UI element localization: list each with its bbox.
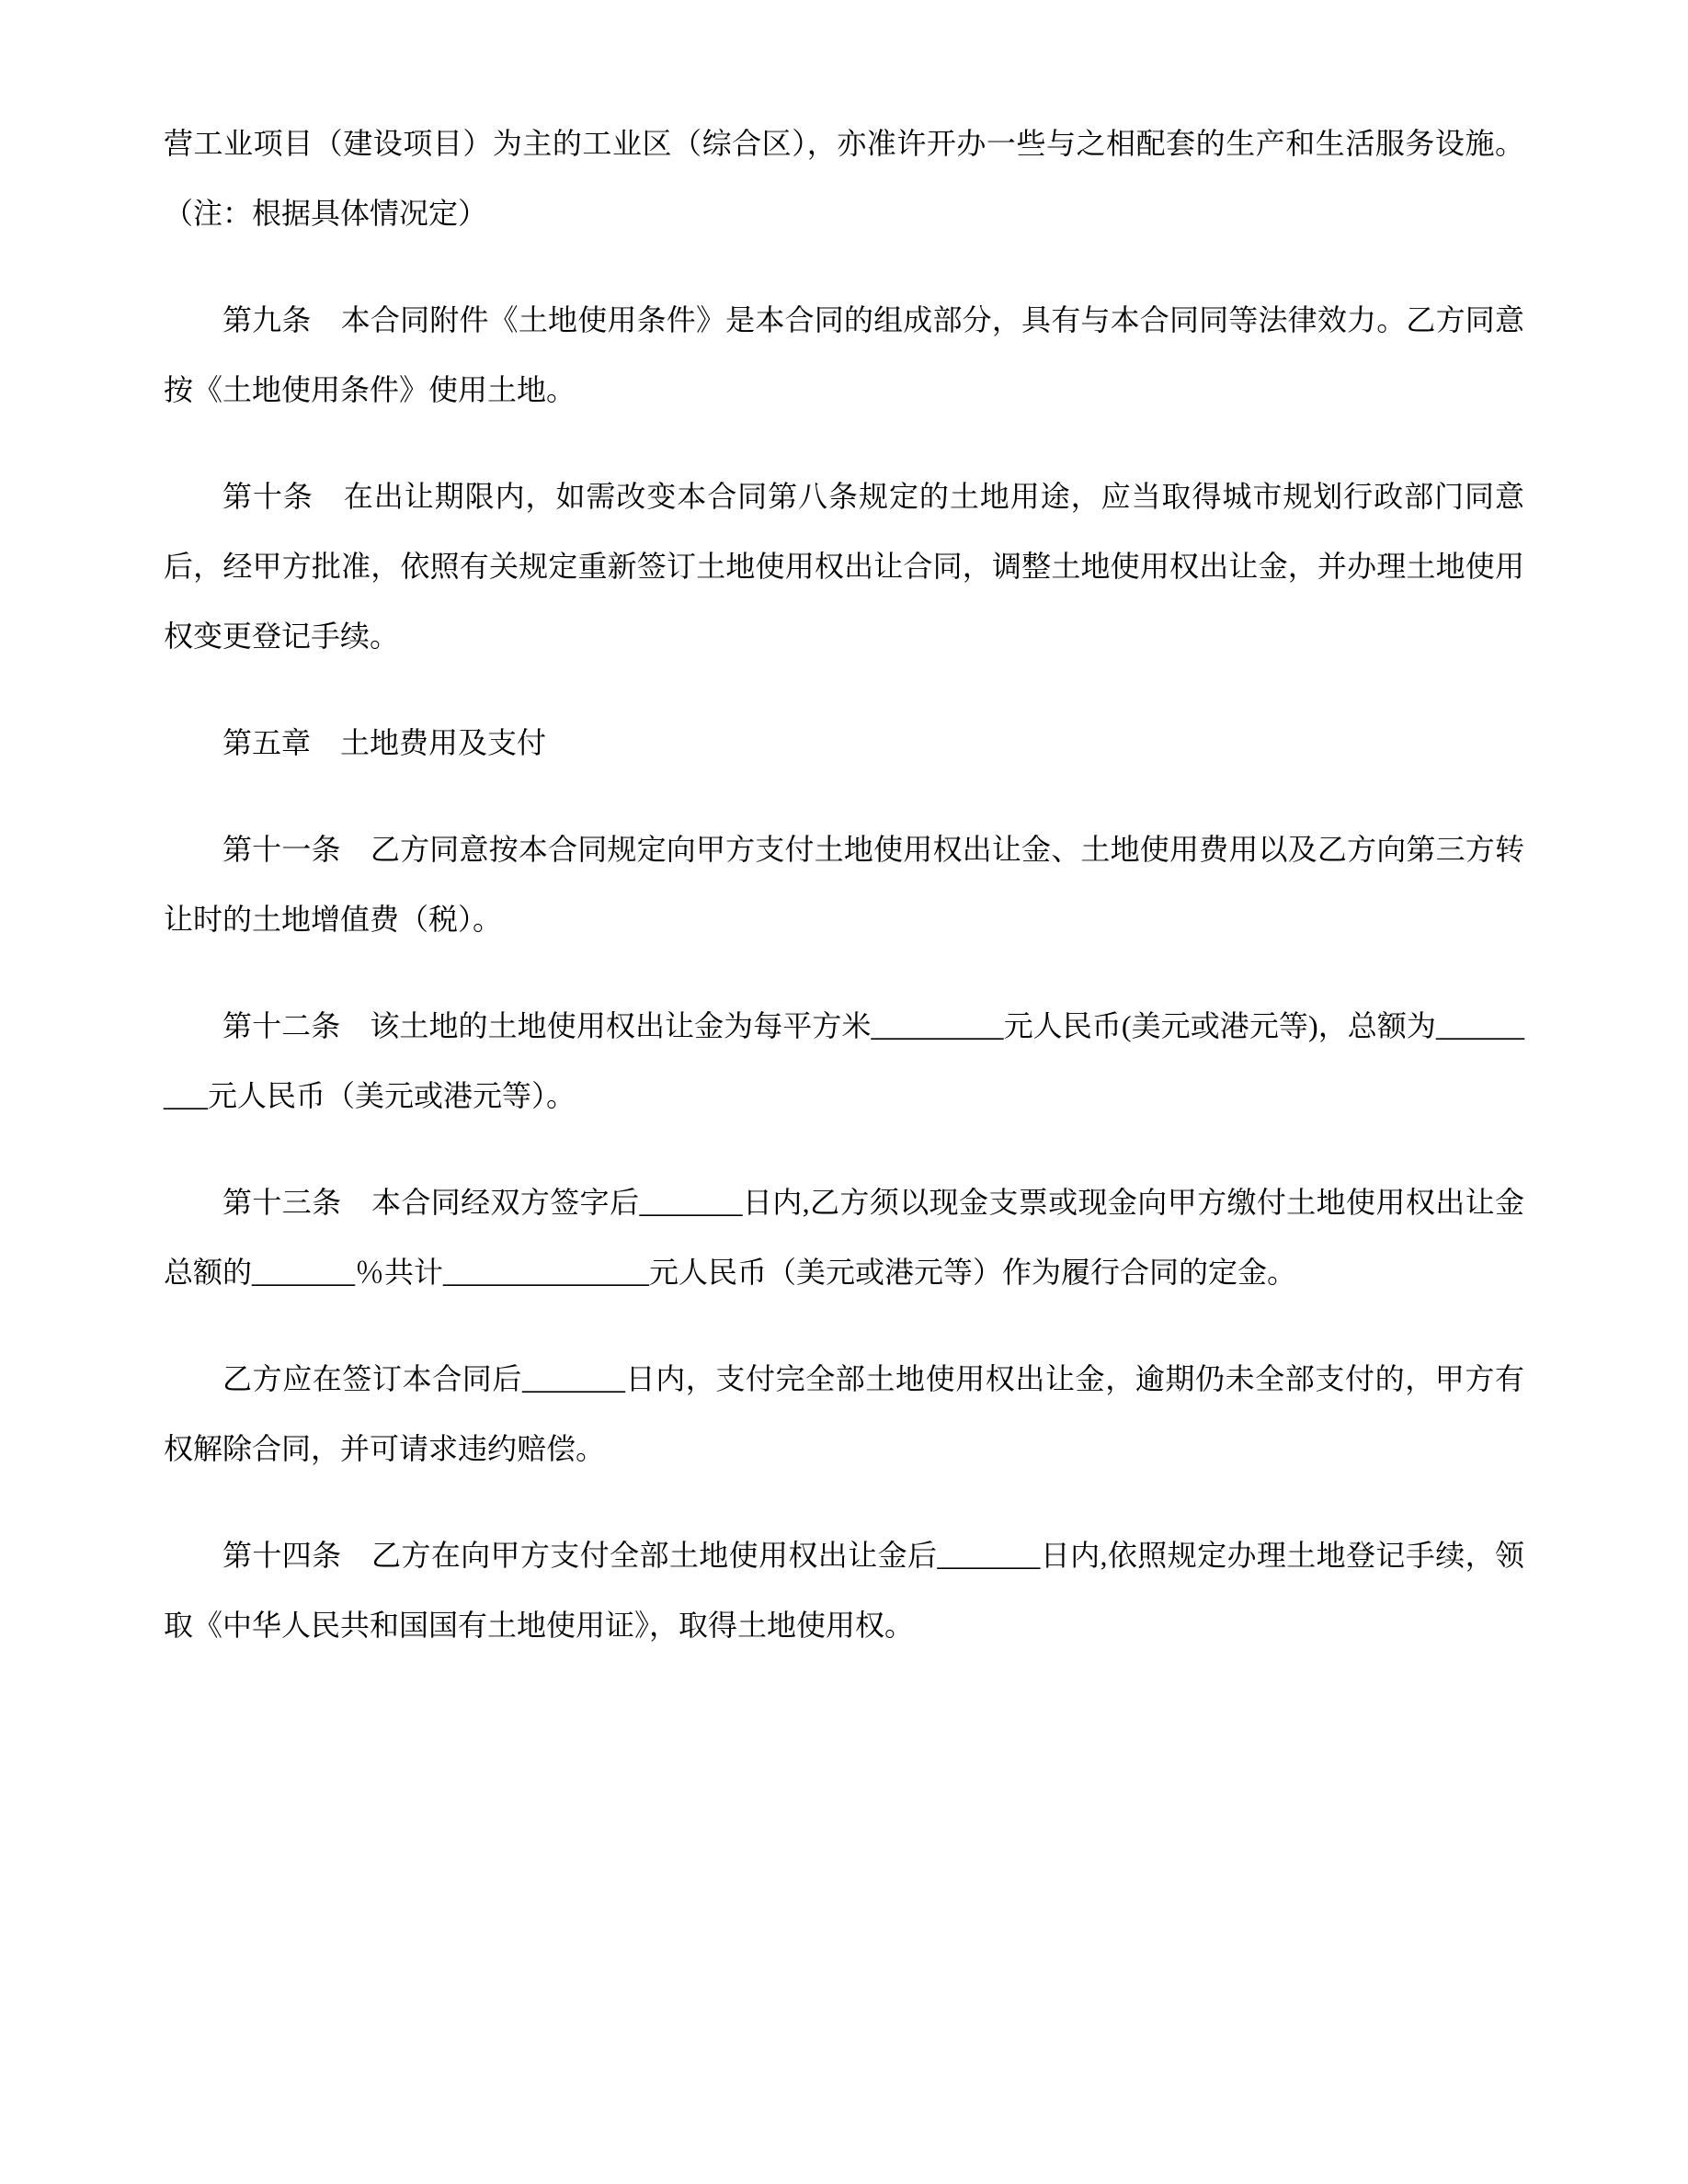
chapter-heading: 第五章 土地费用及支付	[222, 726, 547, 759]
contract-paragraph: 乙方应在签订本合同后_______日内，支付完全部土地使用权出让金，逾期仍未全部支付的，甲方有权解除合同，并可请求违约赔偿。	[164, 1362, 1524, 1465]
contract-paragraph: 第十一条 乙方同意按本合同规定向甲方支付土地使用权出让金、土地使用费用以及乙方向第三方转让时的土地增值费（税）。	[164, 833, 1524, 936]
contract-body	[164, 108, 1524, 1660]
contract-paragraph: 第十三条 本合同经双方签字后_______日内,乙方须以现金支票或现金向甲方缴付土地使用权出让金总额的_______％共计______________元人民币（美元或港元等）作为履行合同的定金。	[164, 1186, 1524, 1289]
contract-paragraph: 第十条 在出让期限内，如需改变本合同第八条规定的土地用途，应当取得城市规划行政部门同意后，经甲方批准，依照有关规定重新签订土地使用权出让合同，调整土地使用权出让金，并办理土地使用权变更登记手续。	[164, 480, 1524, 653]
contract-paragraph: 第九条 本合同附件《土地使用条件》是本合同的组成部分，具有与本合同同等法律效力。乙方同意按《土地使用条件》使用土地。	[164, 303, 1524, 406]
contract-paragraph: 第十二条 该土地的土地使用权出让金为每平方米_________元人民币(美元或港元等)，总额为_________元人民币（美元或港元等）。	[164, 1009, 1524, 1112]
contract-paragraph: 营工业项目（建设项目）为主的工业区（综合区），亦准许开办一些与之相配套的生产和生活服务设施。（注：根据具体情况定）	[164, 127, 1524, 230]
contract-paragraph: 第十四条 乙方在向甲方支付全部土地使用权出让金后_______日内,依照规定办理土地登记手续，领取《中华人民共和国国有土地使用证》，取得土地使用权。	[164, 1539, 1524, 1642]
